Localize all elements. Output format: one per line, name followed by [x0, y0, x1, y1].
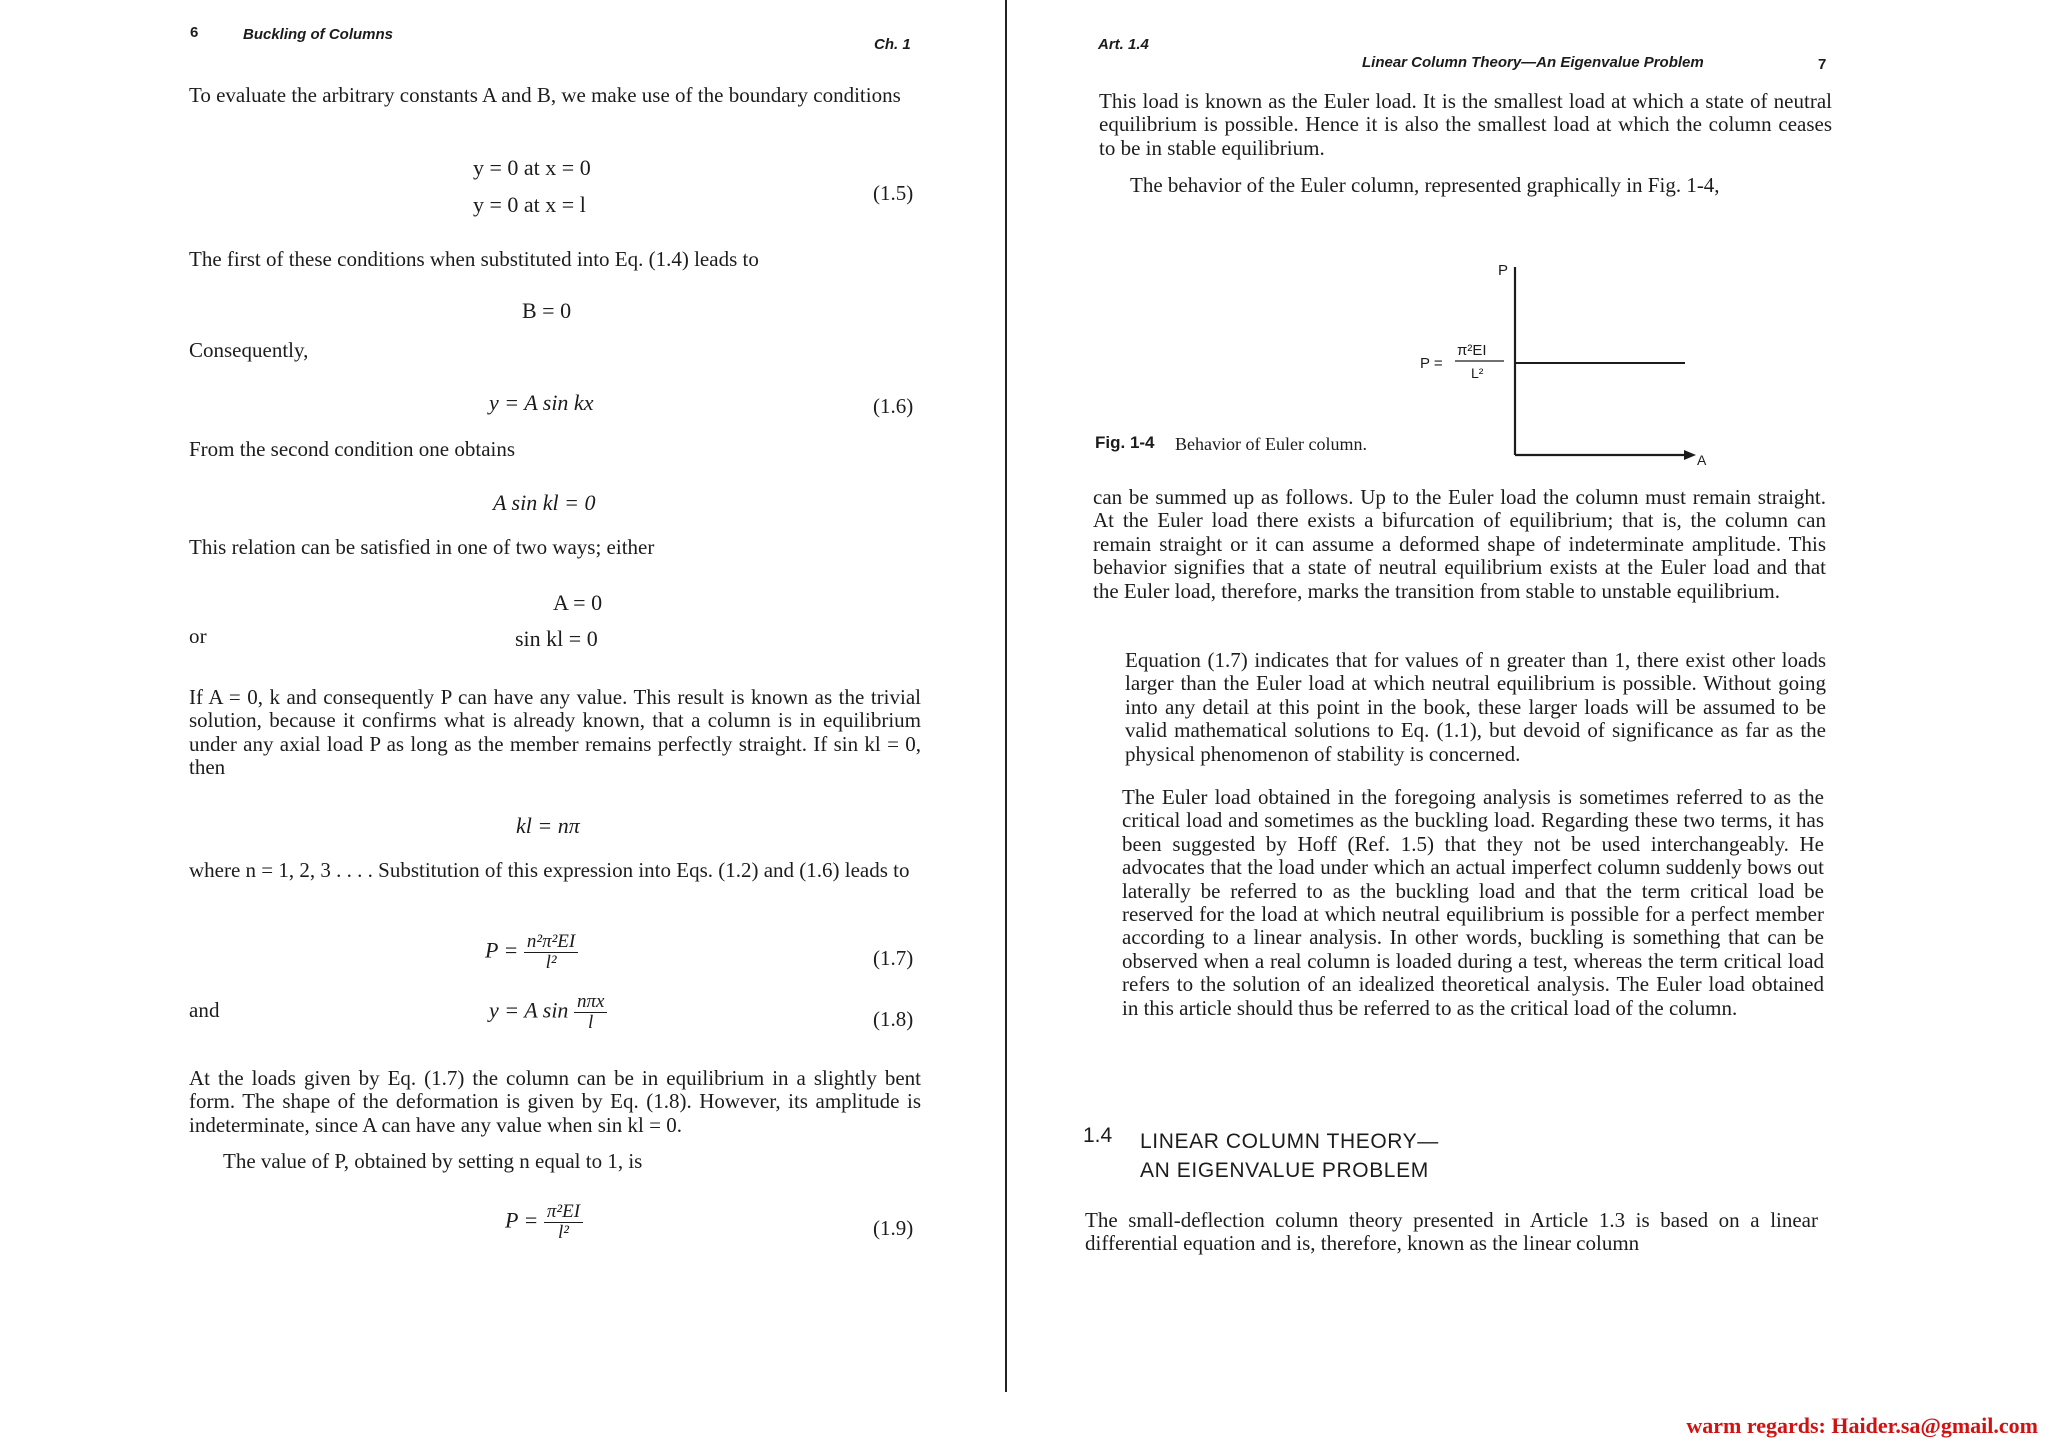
figure-load-label-denominator: L²	[1471, 365, 1484, 381]
left-running-title: Buckling of Columns	[243, 26, 393, 43]
section-number: 1.4	[1083, 1124, 1113, 1147]
figure-y-axis-label: P	[1498, 262, 1509, 279]
left-page-number: 6	[190, 24, 199, 41]
left-paragraph-two-ways: This relation can be satisfied in one of two ways; either	[189, 535, 655, 559]
equation-1-8-denominator: l	[588, 1012, 594, 1033]
equation-1-5-line-2: y = 0 at x = l	[473, 192, 586, 217]
euler-behavior-figure	[1410, 255, 1710, 470]
equation-1-7-lhs: P =	[485, 937, 519, 963]
equation-b-zero: B = 0	[522, 298, 572, 323]
right-article-label: Art. 1.4	[1098, 36, 1149, 53]
right-paragraph-critical-load: The Euler load obtained in the foregoing analysis is sometimes referred to as the critical load and sometimes as the buckling load. Regarding these two terms, it has been suggested by Hoff (Ref. 1.5) that they not be used interchangeably. He advocates that the load under which an actual imperfect column suddenly bows out laterally be referred to as the buckling load and that the term critical load be reserved for the load at which neutral equilibrium is possible for a perfect member according to a linear analysis. In other words, buckling is something that can be observed when a real column is loaded during a test, whereas the term critical load refers to the solution of an idealized theoretical analysis. The Euler load obtained in this article should thus be referred to as the critical load of the column.	[1122, 785, 1824, 1020]
right-paragraph-euler-load: This load is known as the Euler load. It is the smallest load at which a state of neutral equilibrium is possible. Hence it is also the smallest load at which the column ceases to be in stable equilibrium.	[1099, 89, 1832, 160]
equation-1-7-denominator: l²	[545, 952, 557, 973]
equation-1-7-number: (1.7)	[873, 946, 914, 970]
figure-caption-text: Behavior of Euler column.	[1175, 434, 1367, 454]
left-paragraph-substitution: where n = 1, 2, 3 . . . . Substitution of this expression into Eqs. (1.2) and (1.6) leads to	[189, 858, 910, 882]
equation-1-8-numerator: nπx	[574, 992, 607, 1013]
left-paragraph-value-of-p: The value of P, obtained by setting n equal to 1, is	[223, 1149, 643, 1173]
equation-1-9-number: (1.9)	[873, 1216, 914, 1240]
equation-1-5-number: (1.5)	[873, 181, 914, 205]
footer-signature: warm regards: Haider.sa@gmail.com	[1686, 1413, 2038, 1438]
equation-sin-kl-zero: sin kl = 0	[515, 626, 598, 651]
figure-x-axis-label: A	[1697, 452, 1707, 468]
right-paragraph-linear-theory: The small-deflection column theory presented in Article 1.3 is based on a linear differential equation and is, therefore, known as the linear column	[1085, 1208, 1818, 1256]
equation-1-9-lhs: P =	[505, 1207, 539, 1233]
equation-1-8	[489, 992, 607, 1033]
equation-1-9-numerator: π²EI	[544, 1202, 583, 1223]
equation-1-5-line-1: y = 0 at x = 0	[473, 155, 591, 180]
and-label: and	[189, 998, 220, 1022]
left-paragraph-boundary-conditions: To evaluate the arbitrary constants A and B, we make use of the boundary conditions	[189, 83, 901, 107]
figure-caption-label: Fig. 1-4	[1095, 433, 1155, 452]
left-paragraph-consequently: Consequently,	[189, 338, 309, 362]
equation-1-6-number: (1.6)	[873, 394, 914, 418]
equation-kl-n-pi: kl = nπ	[516, 813, 580, 838]
right-paragraph-summed-up: can be summed up as follows. Up to the Euler load the column must remain straight. At the Euler load there exists a bifurcation of equilibrium; that is, the column can remain straight or it can assume a deformed shape of indeterminate amplitude. This behavior signifies that a state of neutral equilibrium exists at the Euler load and that the Euler load, therefore, marks the transition from stable to unstable equilibrium.	[1093, 485, 1826, 603]
section-title-line-2: AN EIGENVALUE PROBLEM	[1140, 1159, 1429, 1182]
right-paragraph-behavior-intro: The behavior of the Euler column, represented graphically in Fig. 1-4,	[1130, 173, 1720, 197]
figure-load-label-numerator: π²EI	[1457, 342, 1487, 359]
equation-1-8-lhs: y = A sin	[489, 997, 569, 1023]
equation-1-7-numerator: n²π²EI	[524, 932, 578, 953]
page-gutter-line	[1005, 0, 1007, 1392]
figure-load-label-lhs: P =	[1420, 355, 1443, 372]
equation-1-6: y = A sin kx	[489, 390, 594, 415]
left-paragraph-trivial-solution: If A = 0, k and consequently P can have any value. This result is known as the trivial solution, because it confirms what is already known, that a column is in equilibrium under any axial load P as long as the member remains perfectly straight. If sin kl = 0, then	[189, 685, 921, 780]
figure-x-axis-arrowhead	[1684, 450, 1696, 460]
right-page-number: 7	[1818, 56, 1827, 73]
right-running-title: Linear Column Theory—An Eigenvalue Problem	[1362, 54, 1704, 71]
left-chapter-label: Ch. 1	[874, 36, 911, 53]
left-paragraph-first-condition: The first of these conditions when substituted into Eq. (1.4) leads to	[189, 247, 759, 271]
left-paragraph-loads-equilibrium: At the loads given by Eq. (1.7) the column can be in equilibrium in a slightly bent form. The shape of the deformation is given by Eq. (1.8). However, its amplitude is indeterminate, since A can have any value when sin kl = 0.	[189, 1066, 921, 1137]
equation-a-sin-kl: A sin kl = 0	[493, 490, 596, 515]
or-label: or	[189, 624, 207, 648]
equation-1-7	[485, 932, 578, 973]
equation-a-zero: A = 0	[553, 590, 603, 615]
section-title-line-1: LINEAR COLUMN THEORY—	[1140, 1130, 1439, 1153]
left-paragraph-second-condition: From the second condition one obtains	[189, 437, 516, 461]
right-paragraph-equation-1-7: Equation (1.7) indicates that for values of n greater than 1, there exist other loads larger than the Euler load at which neutral equilibrium is possible. Without going into any detail at this point in the book, these larger loads will be assumed to be valid mathematical solutions to Eq. (1.1), but devoid of significance as far as the physical phenomenon of stability is concerned.	[1125, 648, 1826, 766]
equation-1-9-denominator: l²	[557, 1222, 569, 1243]
equation-1-8-number: (1.8)	[873, 1007, 914, 1031]
equation-1-9	[505, 1202, 583, 1243]
